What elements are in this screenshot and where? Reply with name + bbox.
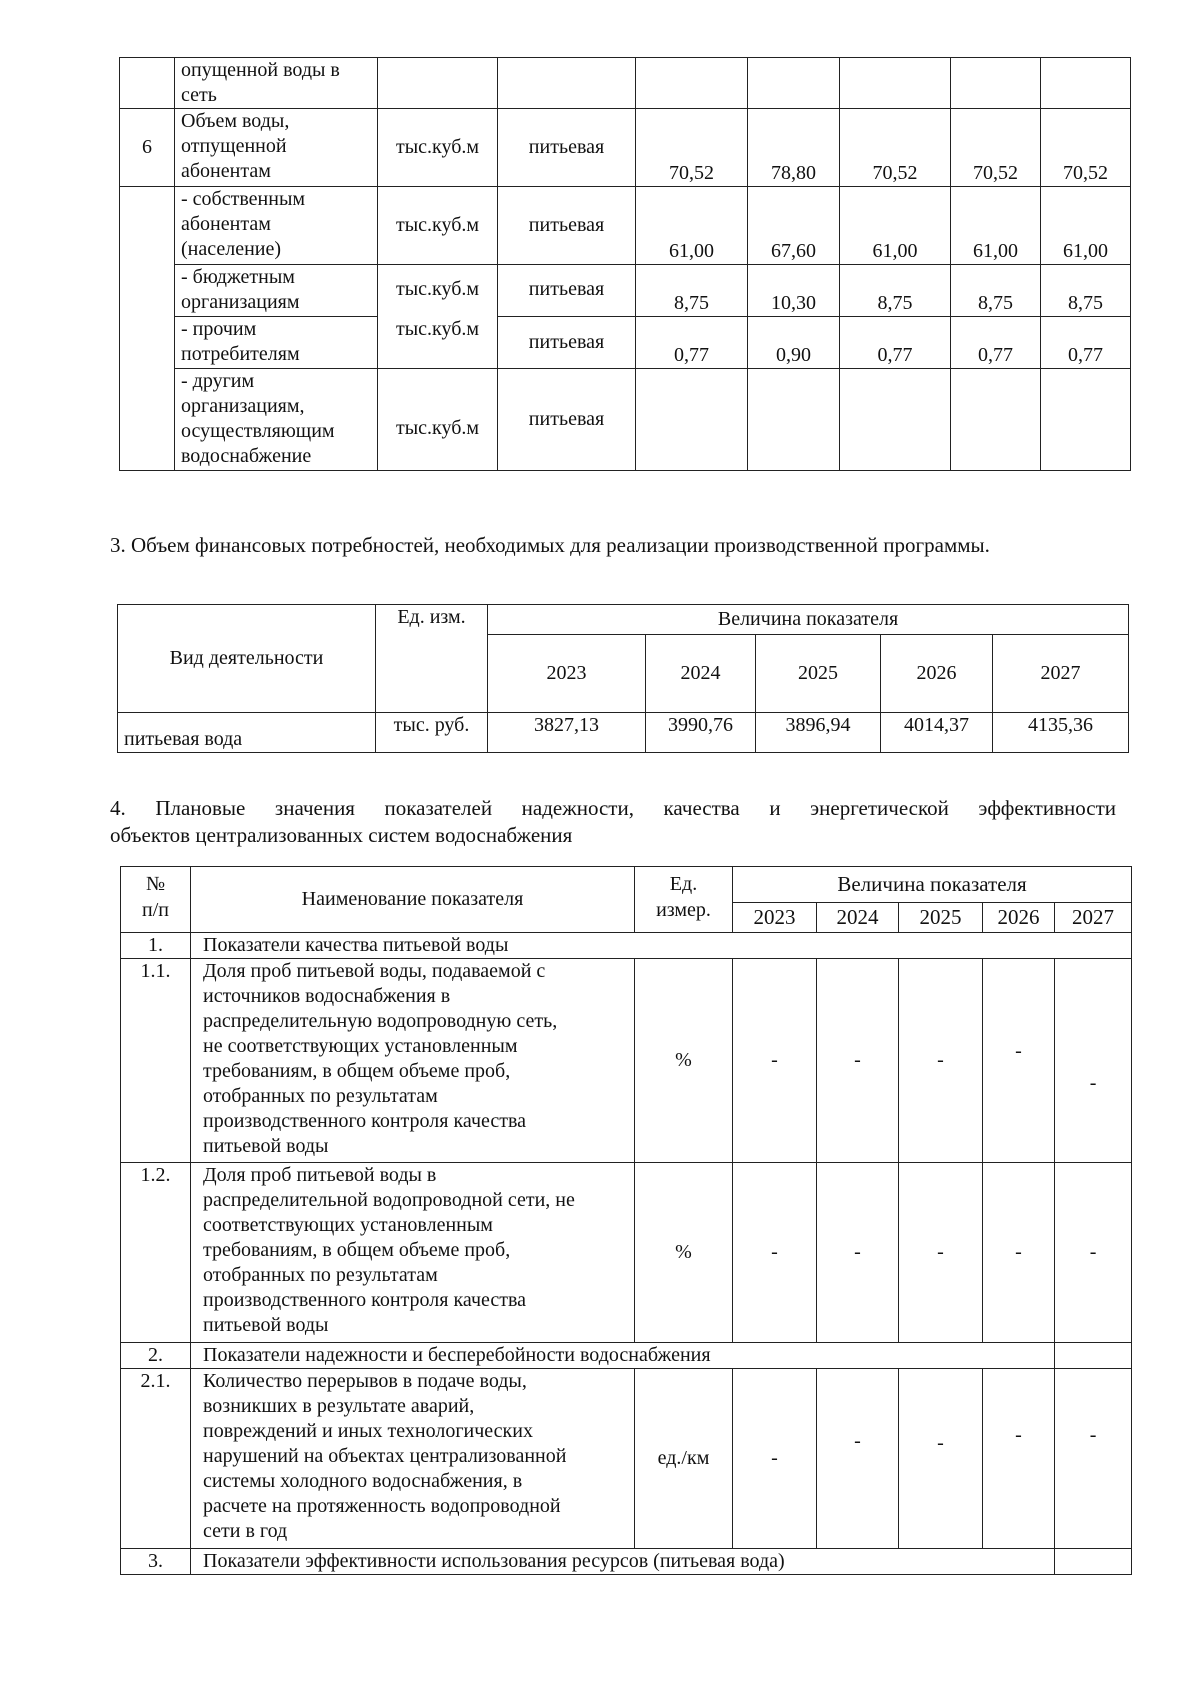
value-cell: 0,90 xyxy=(748,317,840,369)
value-cell xyxy=(748,369,840,471)
year-header: 2027 xyxy=(993,635,1129,713)
value-cell: - xyxy=(983,959,1055,1163)
value-cell: - xyxy=(899,1163,983,1343)
unit-cell: % xyxy=(635,1163,733,1343)
row-number: 1. xyxy=(121,933,191,959)
year-header: 2025 xyxy=(756,635,881,713)
table-section-row xyxy=(121,1343,1132,1369)
value-cell: 78,80 xyxy=(748,109,840,187)
value-cell xyxy=(636,369,748,471)
unit-cell: тыс.куб.м xyxy=(378,265,498,317)
row-label: - другим организациям, осуществляющим водоснабжение xyxy=(175,369,378,471)
value-cell: 70,52 xyxy=(951,109,1041,187)
value-cell: 4135,36 xyxy=(993,713,1129,753)
table-row xyxy=(120,187,1131,265)
table-row xyxy=(118,713,1129,753)
value-cell: - xyxy=(733,1163,817,1343)
year-header: 2025 xyxy=(899,903,983,933)
value-cell: - xyxy=(733,1369,817,1549)
table-row xyxy=(121,1369,1132,1549)
table-row xyxy=(120,265,1131,317)
row-number: 2. xyxy=(121,1343,191,1369)
activity-header: Вид деятельности xyxy=(118,605,376,713)
value-cell: 61,00 xyxy=(1041,187,1131,265)
value-header: Величина показателя xyxy=(488,605,1129,635)
row-label: опущенной воды в сеть xyxy=(175,58,378,109)
value-cell: - xyxy=(983,1369,1055,1549)
water-type-cell: питьевая xyxy=(498,317,636,369)
value-cell: 61,00 xyxy=(840,187,951,265)
indicator-name: Доля проб питьевой воды, подаваемой с источников водоснабжения в распределительную водопроводную сеть, не соответствующих установленным требованиям, в общем объеме проб, отобранных по результатам производственного контроля качества питьевой воды xyxy=(191,959,635,1163)
value-cell: 70,52 xyxy=(636,109,748,187)
value-cell: - xyxy=(1055,1369,1132,1549)
value-cell: - xyxy=(817,959,899,1163)
row-number: 2.1. xyxy=(121,1369,191,1549)
unit-header: Ед. измер. xyxy=(635,867,733,933)
table-header-row xyxy=(118,605,1129,635)
value-cell xyxy=(1041,369,1131,471)
table-row xyxy=(120,317,1131,369)
unit-cell: тыс.куб.м xyxy=(378,317,498,369)
value-cell: 3896,94 xyxy=(756,713,881,753)
value-cell: 8,75 xyxy=(840,265,951,317)
water-type-cell: питьевая xyxy=(498,109,636,187)
year-header: 2023 xyxy=(488,635,646,713)
indicator-name: Количество перерывов в подаче воды, возникших в результате аварий, повреждений и иных технологических нарушений на объектах централизованной системы холодного водоснабжения, в расчете на протяженность водопроводной сети в год xyxy=(191,1369,635,1549)
value-cell: - xyxy=(899,1369,983,1549)
value-cell: 4014,37 xyxy=(881,713,993,753)
row-number: 6 xyxy=(120,109,175,187)
year-header: 2023 xyxy=(733,903,817,933)
row-number: 1.2. xyxy=(121,1163,191,1343)
unit-cell: тыс.куб.м xyxy=(378,109,498,187)
year-header: 2026 xyxy=(881,635,993,713)
value-cell: 0,77 xyxy=(840,317,951,369)
year-header: 2027 xyxy=(1055,903,1132,933)
row-label: - прочим потребителям xyxy=(175,317,378,369)
unit-cell: тыс.куб.м xyxy=(378,369,498,471)
value-cell: - xyxy=(1055,959,1132,1163)
table-row xyxy=(120,109,1131,187)
year-header: 2026 xyxy=(983,903,1055,933)
section-title: Показатели качества питьевой воды xyxy=(191,933,1132,959)
value-cell: - xyxy=(899,959,983,1163)
value-cell: 67,60 xyxy=(748,187,840,265)
value-cell xyxy=(840,369,951,471)
table-row xyxy=(120,369,1131,471)
table-section-row xyxy=(121,1549,1132,1575)
unit-cell: тыс.куб.м xyxy=(378,187,498,265)
value-cell: 0,77 xyxy=(1041,317,1131,369)
unit-header: Ед. изм. xyxy=(376,605,488,713)
unit-cell: % xyxy=(635,959,733,1163)
section-4-heading-line2: объектов централизованных систем водоснабжения xyxy=(110,823,573,847)
row-number: 3. xyxy=(121,1549,191,1575)
water-type-cell: питьевая xyxy=(498,187,636,265)
value-cell: 3990,76 xyxy=(646,713,756,753)
table-section-row xyxy=(121,933,1132,959)
water-supply-table xyxy=(119,57,1131,471)
year-header: 2024 xyxy=(646,635,756,713)
section-3-heading: 3. Объем финансовых потребностей, необходимых для реализации производственной программы. xyxy=(110,533,990,557)
table-header-row xyxy=(121,867,1132,903)
value-cell: 0,77 xyxy=(951,317,1041,369)
row-label: - бюджетным организациям xyxy=(175,265,378,317)
value-cell: 70,52 xyxy=(840,109,951,187)
value-cell: 3827,13 xyxy=(488,713,646,753)
table-row xyxy=(120,58,1131,109)
activity-cell: питьевая вода xyxy=(118,713,376,753)
row-label: - собственным абонентам (население) xyxy=(175,187,378,265)
financial-needs-table xyxy=(117,604,1129,753)
year-header: 2024 xyxy=(817,903,899,933)
water-type-cell: питьевая xyxy=(498,265,636,317)
value-cell: 0,77 xyxy=(636,317,748,369)
value-cell: - xyxy=(817,1369,899,1549)
value-cell: 70,52 xyxy=(1041,109,1131,187)
table-row xyxy=(121,959,1132,1163)
table-row xyxy=(121,1163,1132,1343)
value-cell: 61,00 xyxy=(951,187,1041,265)
value-cell: 8,75 xyxy=(636,265,748,317)
unit-cell: ед./км xyxy=(635,1369,733,1549)
value-cell: 8,75 xyxy=(951,265,1041,317)
indicator-name-header: Наименование показателя xyxy=(191,867,635,933)
section-4-heading-line1: 4. Плановые значения показателей надежности, качества и энергетической эффективности xyxy=(110,796,1116,820)
value-cell xyxy=(951,369,1041,471)
row-label: Объем воды, отпущенной абонентам xyxy=(175,109,378,187)
indicator-name: Доля проб питьевой воды в распределительной водопроводной сети, не соответствующих установленным требованиям, в общем объеме проб, отобранных по результатам производственного контроля качества питьевой воды xyxy=(191,1163,635,1343)
number-header: № п/п xyxy=(121,867,191,933)
value-cell: - xyxy=(733,959,817,1163)
value-cell: 8,75 xyxy=(1041,265,1131,317)
value-cell: - xyxy=(983,1163,1055,1343)
value-header: Величина показателя xyxy=(733,867,1132,903)
value-cell: 61,00 xyxy=(636,187,748,265)
value-cell: - xyxy=(1055,1163,1132,1343)
section-title: Показатели эффективности использования ресурсов (питьевая вода) xyxy=(191,1549,1055,1575)
row-number: 1.1. xyxy=(121,959,191,1163)
unit-cell: тыс. руб. xyxy=(376,713,488,753)
value-cell: 10,30 xyxy=(748,265,840,317)
section-title: Показатели надежности и бесперебойности водоснабжения xyxy=(191,1343,1055,1369)
indicators-table xyxy=(120,866,1132,1575)
water-type-cell: питьевая xyxy=(498,369,636,471)
value-cell: - xyxy=(817,1163,899,1343)
